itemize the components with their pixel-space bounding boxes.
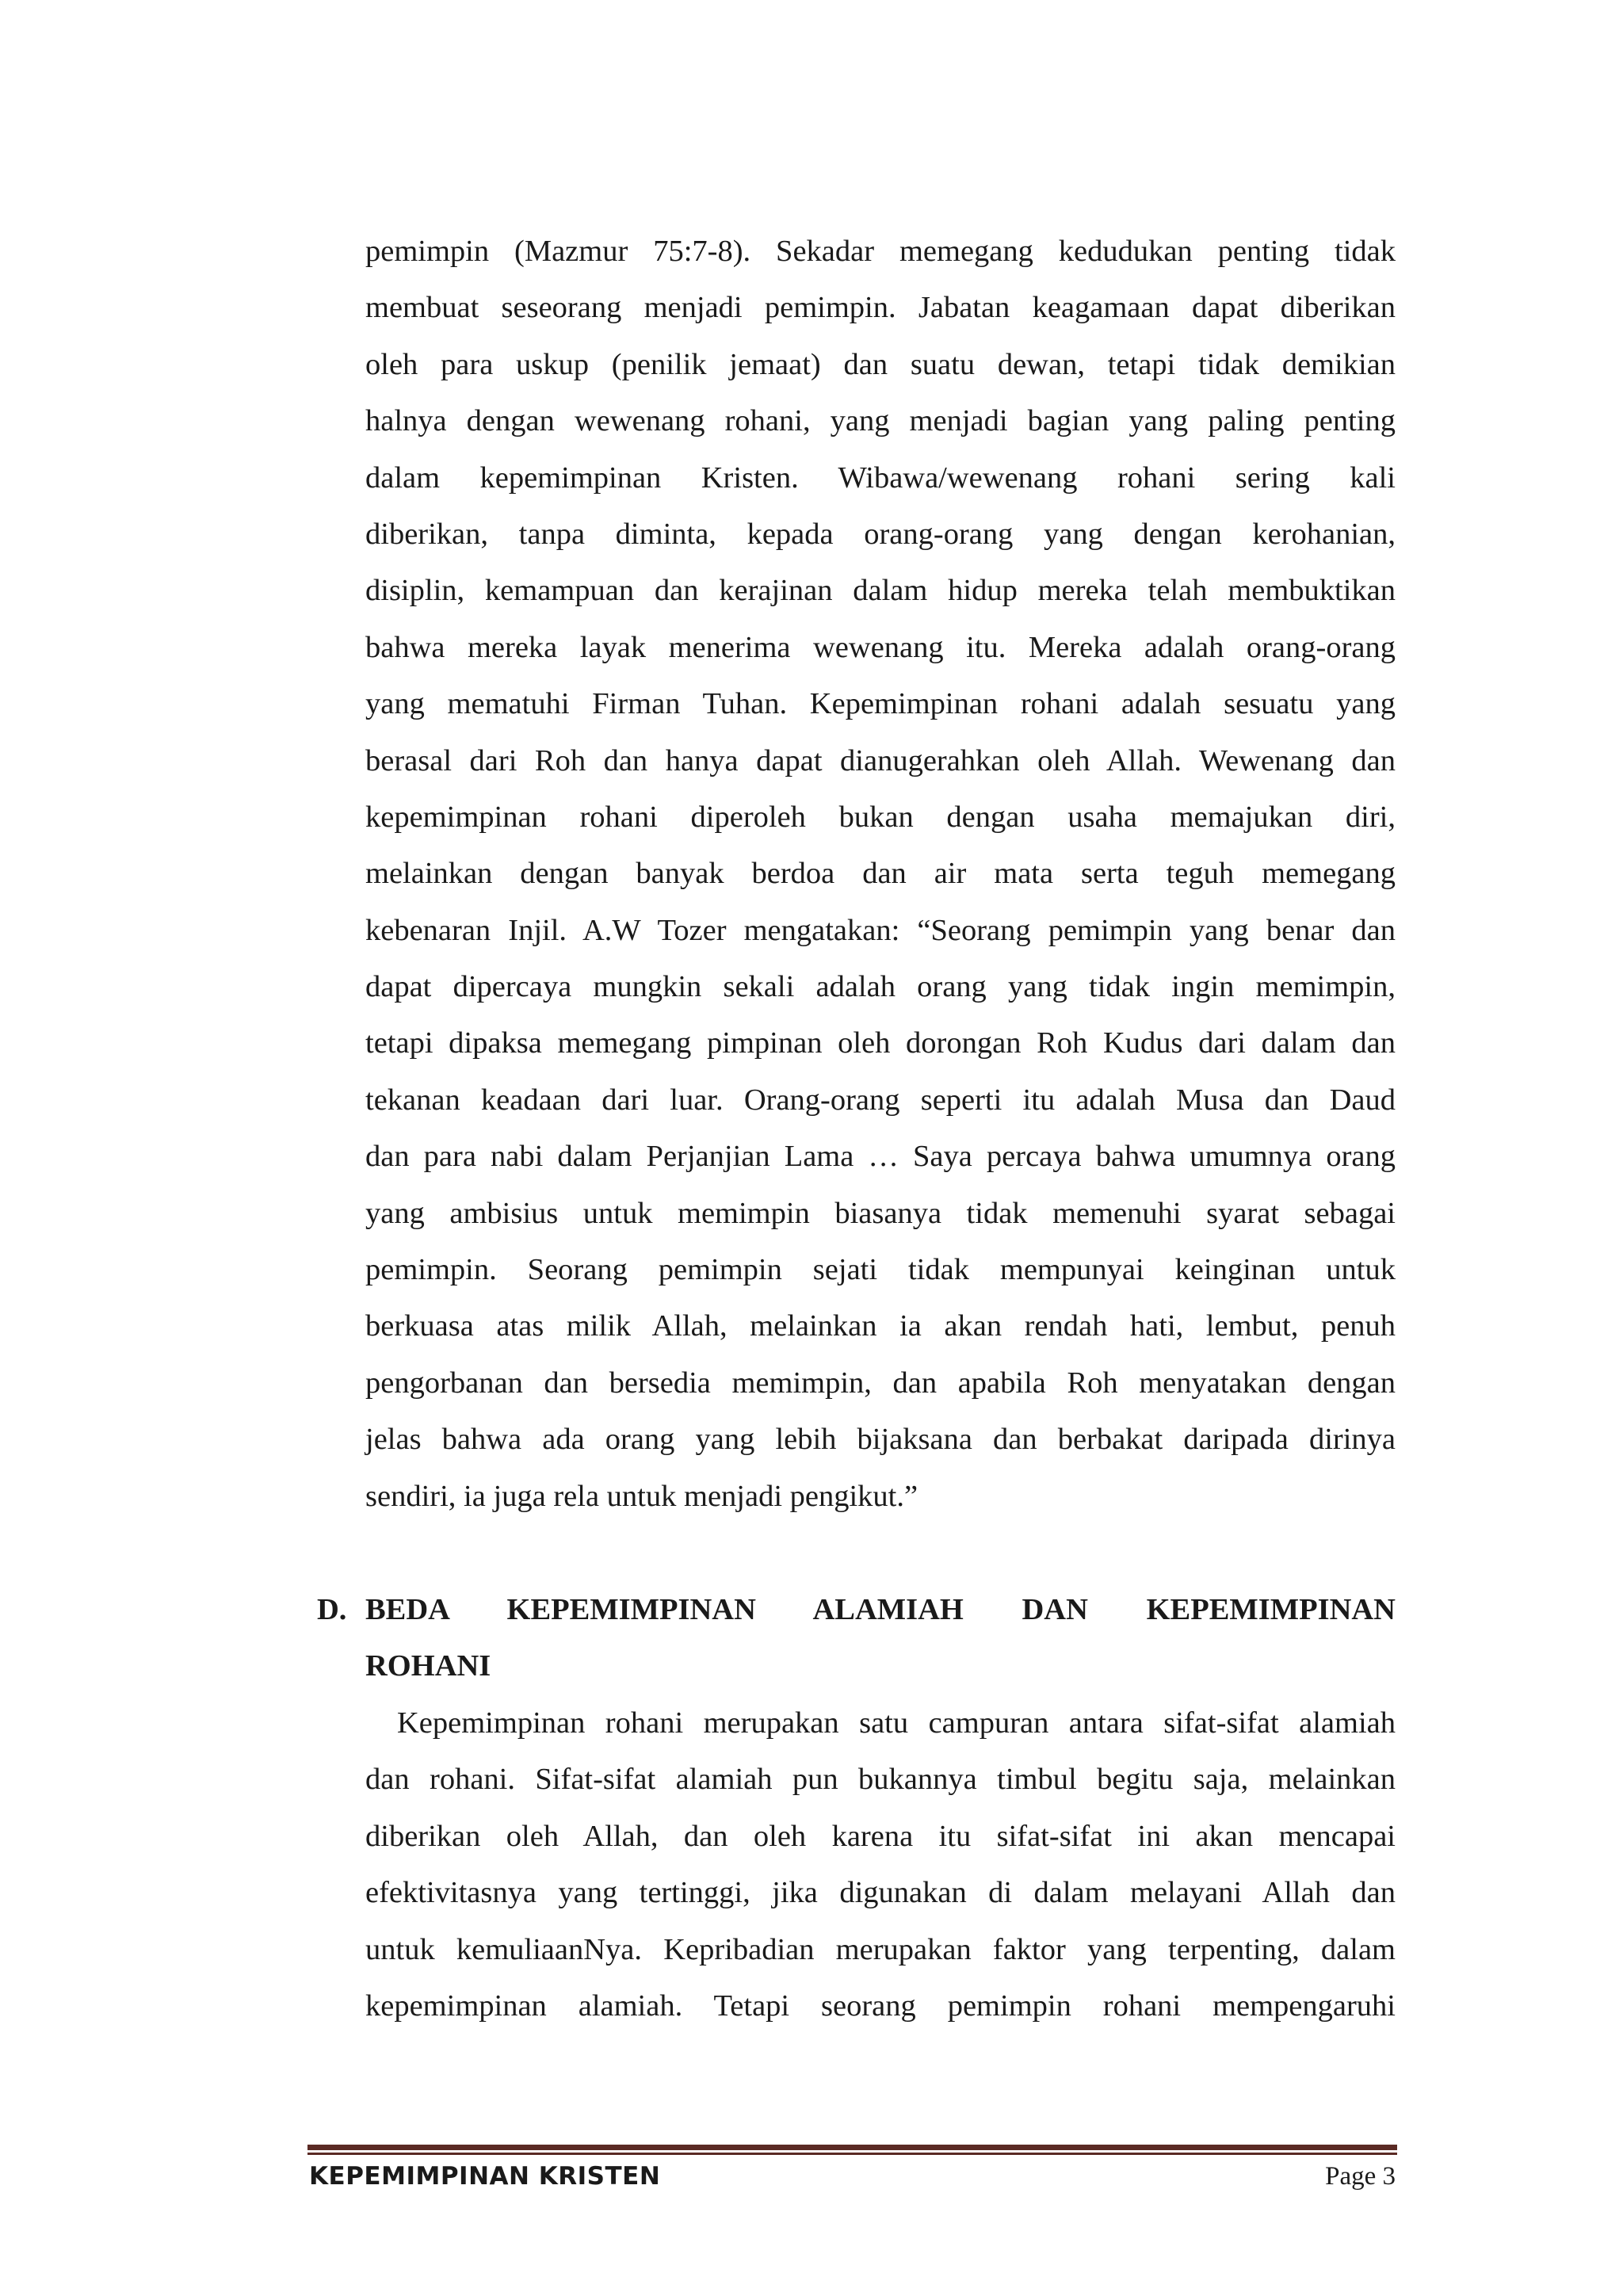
text-line: pemimpin (Mazmur 75:7-8). Sekadar memegang kedudukan penting tidak	[365, 235, 1396, 268]
text-line: disiplin, kemampuan dan kerajinan dalam hidup mereka telah membuktikan	[365, 574, 1396, 608]
text-line: halnya dengan wewenang rohani, yang menjadi bagian yang paling penting	[365, 404, 1396, 438]
text-line: efektivitasnya yang tertinggi, jika digunakan di dalam melayani Allah dan	[365, 1876, 1396, 1910]
text-line: dalam kepemimpinan Kristen. Wibawa/wewenang rohani sering kali	[365, 460, 1396, 495]
text-line: kepemimpinan rohani diperoleh bukan dengan usaha memajukan diri,	[365, 800, 1396, 834]
text-line: tetapi dipaksa memegang pimpinan oleh dorongan Roh Kudus dari dalam dan	[365, 1026, 1396, 1060]
text-line: diberikan, tanpa diminta, kepada orang-orang yang dengan kerohanian,	[365, 517, 1396, 551]
text-line: kebenaran Injil. A.W Tozer mengatakan: “Seorang pemimpin yang benar dan	[365, 913, 1396, 947]
text-line: pemimpin. Seorang pemimpin sejati tidak mempunyai keinginan untuk	[365, 1253, 1396, 1287]
text-line: jelas bahwa ada orang yang lebih bijaksana dan berbakat daripada dirinya	[365, 1423, 1396, 1457]
section-heading-line: BEDA KEPEMIMPINAN ALAMIAH DAN KEPEMIMPINAN	[365, 1593, 1396, 1626]
footer-document-title: KEPEMIMPINAN KRISTEN	[309, 2162, 661, 2191]
paragraph-kepemimpinan-rohani	[365, 1695, 1396, 2034]
text-line: untuk kemuliaanNya. Kepribadian merupakan faktor yang terpenting, dalam	[365, 1932, 1396, 1966]
text-line: dan rohani. Sifat-sifat alamiah pun bukannya timbul begitu saja, melainkan	[365, 1763, 1396, 1797]
footer-divider-thick	[307, 2145, 1397, 2150]
text-line: yang ambisius untuk memimpin biasanya tidak memenuhi syarat sebagai	[365, 1196, 1396, 1230]
text-line: oleh para uskup (penilik jemaat) dan suatu dewan, tetapi tidak demikian	[365, 347, 1396, 381]
text-line: melainkan dengan banyak berdoa dan air mata serta teguh memegang	[365, 857, 1396, 891]
section-heading-letter: D.	[317, 1593, 347, 1626]
text-line: bahwa mereka layak menerima wewenang itu. Mereka adalah orang-orang	[365, 630, 1396, 664]
text-line: berasal dari Roh dan hanya dapat dianugerahkan oleh Allah. Wewenang dan	[365, 743, 1396, 777]
text-line: berkuasa atas milik Allah, melainkan ia akan rendah hati, lembut, penuh	[365, 1309, 1396, 1343]
text-line: dan para nabi dalam Perjanjian Lama … Saya percaya bahwa umumnya orang	[365, 1140, 1396, 1174]
text-line: dapat dipercaya mungkin sekali adalah orang yang tidak ingin memimpin,	[365, 970, 1396, 1004]
text-line: kepemimpinan alamiah. Tetapi seorang pemimpin rohani mempengaruhi	[365, 1988, 1396, 2023]
section-heading	[365, 1582, 1396, 1695]
text-line: yang mematuhi Firman Tuhan. Kepemimpinan rohani adalah sesuatu yang	[365, 687, 1396, 721]
text-line: membuat seseorang menjadi pemimpin. Jabatan keagamaan dapat diberikan	[365, 291, 1396, 325]
footer-page-number: Page 3	[1325, 2162, 1396, 2191]
text-line: diberikan oleh Allah, dan oleh karena itu sifat-sifat ini akan mencapai	[365, 1819, 1396, 1853]
section-heading-line: ROHANI	[365, 1649, 491, 1683]
text-line: tekanan keadaan dari luar. Orang-orang seperti itu adalah Musa dan Daud	[365, 1083, 1396, 1117]
text-line: pengorbanan dan bersedia memimpin, dan apabila Roh menyatakan dengan	[365, 1366, 1396, 1400]
text-line: Kepemimpinan rohani merupakan satu campuran antara sifat-sifat alamiah	[397, 1706, 1396, 1740]
text-line: sendiri, ia juga rela untuk menjadi pengikut.”	[365, 1479, 918, 1513]
paragraph-tozer-quote	[365, 223, 1396, 1525]
footer-divider-thin	[307, 2153, 1397, 2155]
